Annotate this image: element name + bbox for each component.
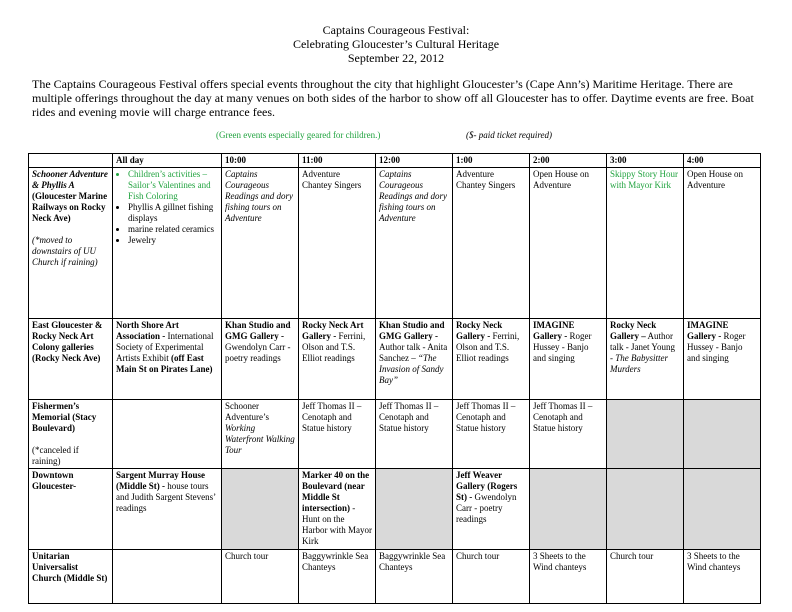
venue-cell [29,400,113,469]
intro-paragraph: The Captains Courageous Festival offers special events throughout the city that highlight Gloucester’s (Cape Ann’s) Maritime Heritage. There are multiple offerings throughout the day at many venues on both sides of the harbor to show off all Gloucester has to offer. Daytime events are free. Boat rides and evening movie will charge entrance fees. [32,77,754,119]
event-cell: Jeff Thomas II – Cenotaph and Statue history [376,400,453,469]
legend-green: (Green events especially geared for children.) [216,130,381,140]
column-header-3: 3:00 [607,154,684,168]
column-header-all-day: All day [113,154,222,168]
event-cell: IMAGINE Gallery - Roger Hussey - Banjo and singing [530,319,607,400]
event-cell: Schooner Adventure’s Working Waterfront Walking Tour [222,400,299,469]
empty-cell [684,400,761,469]
empty-cell [530,469,607,550]
event-cell: Jeff Thomas II – Cenotaph and Statue history [299,400,376,469]
list-item: • Children’s activities – Sailor’s Valentines and Fish Coloring [128,169,218,202]
event-cell: Jeff Thomas II – Cenotaph and Statue history [453,400,530,469]
event-cell [113,550,222,604]
event-cell: Khan Studio and GMG Gallery - Author talk - Anita Sanchez – “The Invasion of Sandy Bay” [376,319,453,400]
event-cell: Adventure Chantey Singers [453,168,530,319]
schedule-table [28,153,761,604]
venue-cell: Downtown Gloucester- [29,469,113,550]
event-cell: Rocky Neck Gallery - Ferrini, Olson and T.S. Elliot readings [453,319,530,400]
list-item: • marine related ceramics [128,224,218,235]
table-row [29,550,761,604]
event-cell: Jeff Weaver Gallery (Rogers St) - Gwendolyn Carr - poetry readings [453,469,530,550]
column-header-11: 11:00 [299,154,376,168]
table-row [29,319,761,400]
event-cell: Church tour [607,550,684,604]
venue-note: (*moved to downstairs of UU Church if raining) [32,235,98,267]
venue-name: Schooner Adventure & Phyllis A [32,169,108,190]
event-cell: Khan Studio and GMG Gallery - Gwendolyn Carr - poetry readings [222,319,299,400]
venue-note: (*canceled if raining) [32,445,79,466]
header-line-1: Captains Courageous Festival: [322,23,470,37]
event-cell: IMAGINE Gallery - Roger Hussey - Banjo and singing [684,319,761,400]
event-cell: Rocky Neck Gallery – Author talk - Janet Young - The Babysitter Murders [607,319,684,400]
event-cell: Baggywrinkle Sea Chanteys [376,550,453,604]
venue-cell: Unitarian Universalist Church (Middle St) [29,550,113,604]
event-cell: Open House on Adventure [684,168,761,319]
legend-paid: ($- paid ticket required) [466,130,553,140]
venue-cell: East Gloucester & Rocky Neck Art Colony galleries (Rocky Neck Ave) [29,319,113,400]
event-cell: Baggywrinkle Sea Chanteys [299,550,376,604]
empty-cell [376,469,453,550]
empty-cell [684,469,761,550]
event-cell: Skippy Story Hour with Mayor Kirk [607,168,684,319]
list-item: • Phyllis A gillnet fishing displays [128,202,218,224]
empty-cell [607,469,684,550]
event-cell [113,400,222,469]
event-cell: Rocky Neck Art Gallery - Ferrini, Olson and T.S. Elliot readings [299,319,376,400]
venue-location: (Gloucester Marine Railways on Rocky Neck Ave) [32,191,108,223]
event-cell [113,168,222,319]
event-cell: Captains Courageous Readings and dory fishing tours on Adventure [222,168,299,319]
table-row [29,469,761,550]
table-row [29,168,761,319]
list-item: • Jewelry [128,235,218,246]
event-cell: Marker 40 on the Boulevard (near Middle St intersection) - Hunt on the Harbor with Mayor Kirk [299,469,376,550]
event-cell: 3 Sheets to the Wind chanteys [684,550,761,604]
event-cell: Jeff Thomas II – Cenotaph and Statue history [530,400,607,469]
column-header-1: 1:00 [453,154,530,168]
column-header-10: 10:00 [222,154,299,168]
empty-cell [222,469,299,550]
event-cell: Adventure Chantey Singers [299,168,376,319]
column-header-12: 12:00 [376,154,453,168]
event-cell: Sargent Murray House (Middle St) - house tours and Judith Sargent Stevens’ readings [113,469,222,550]
column-header-2: 2:00 [530,154,607,168]
column-header-venue [29,154,113,168]
event-cell: Open House on Adventure [530,168,607,319]
column-header-4: 4:00 [684,154,761,168]
table-row [29,400,761,469]
header-row [29,154,761,168]
event-cell: Church tour [453,550,530,604]
venue-name: Fishermen’s Memorial (Stacy Boulevard) [32,401,97,433]
empty-cell [607,400,684,469]
event-cell: 3 Sheets to the Wind chanteys [530,550,607,604]
event-cell: North Shore Art Association - International Society of Experimental Artists Exhibit (off East Main St on Pirates Lane) [113,319,222,400]
header-line-3: September 22, 2012 [347,51,445,65]
header-line-2: Celebrating Gloucester’s Cultural Heritage [292,37,500,51]
venue-cell [29,168,113,319]
event-cell: Captains Courageous Readings and dory fishing tours on Adventure [376,168,453,319]
event-cell: Church tour [222,550,299,604]
